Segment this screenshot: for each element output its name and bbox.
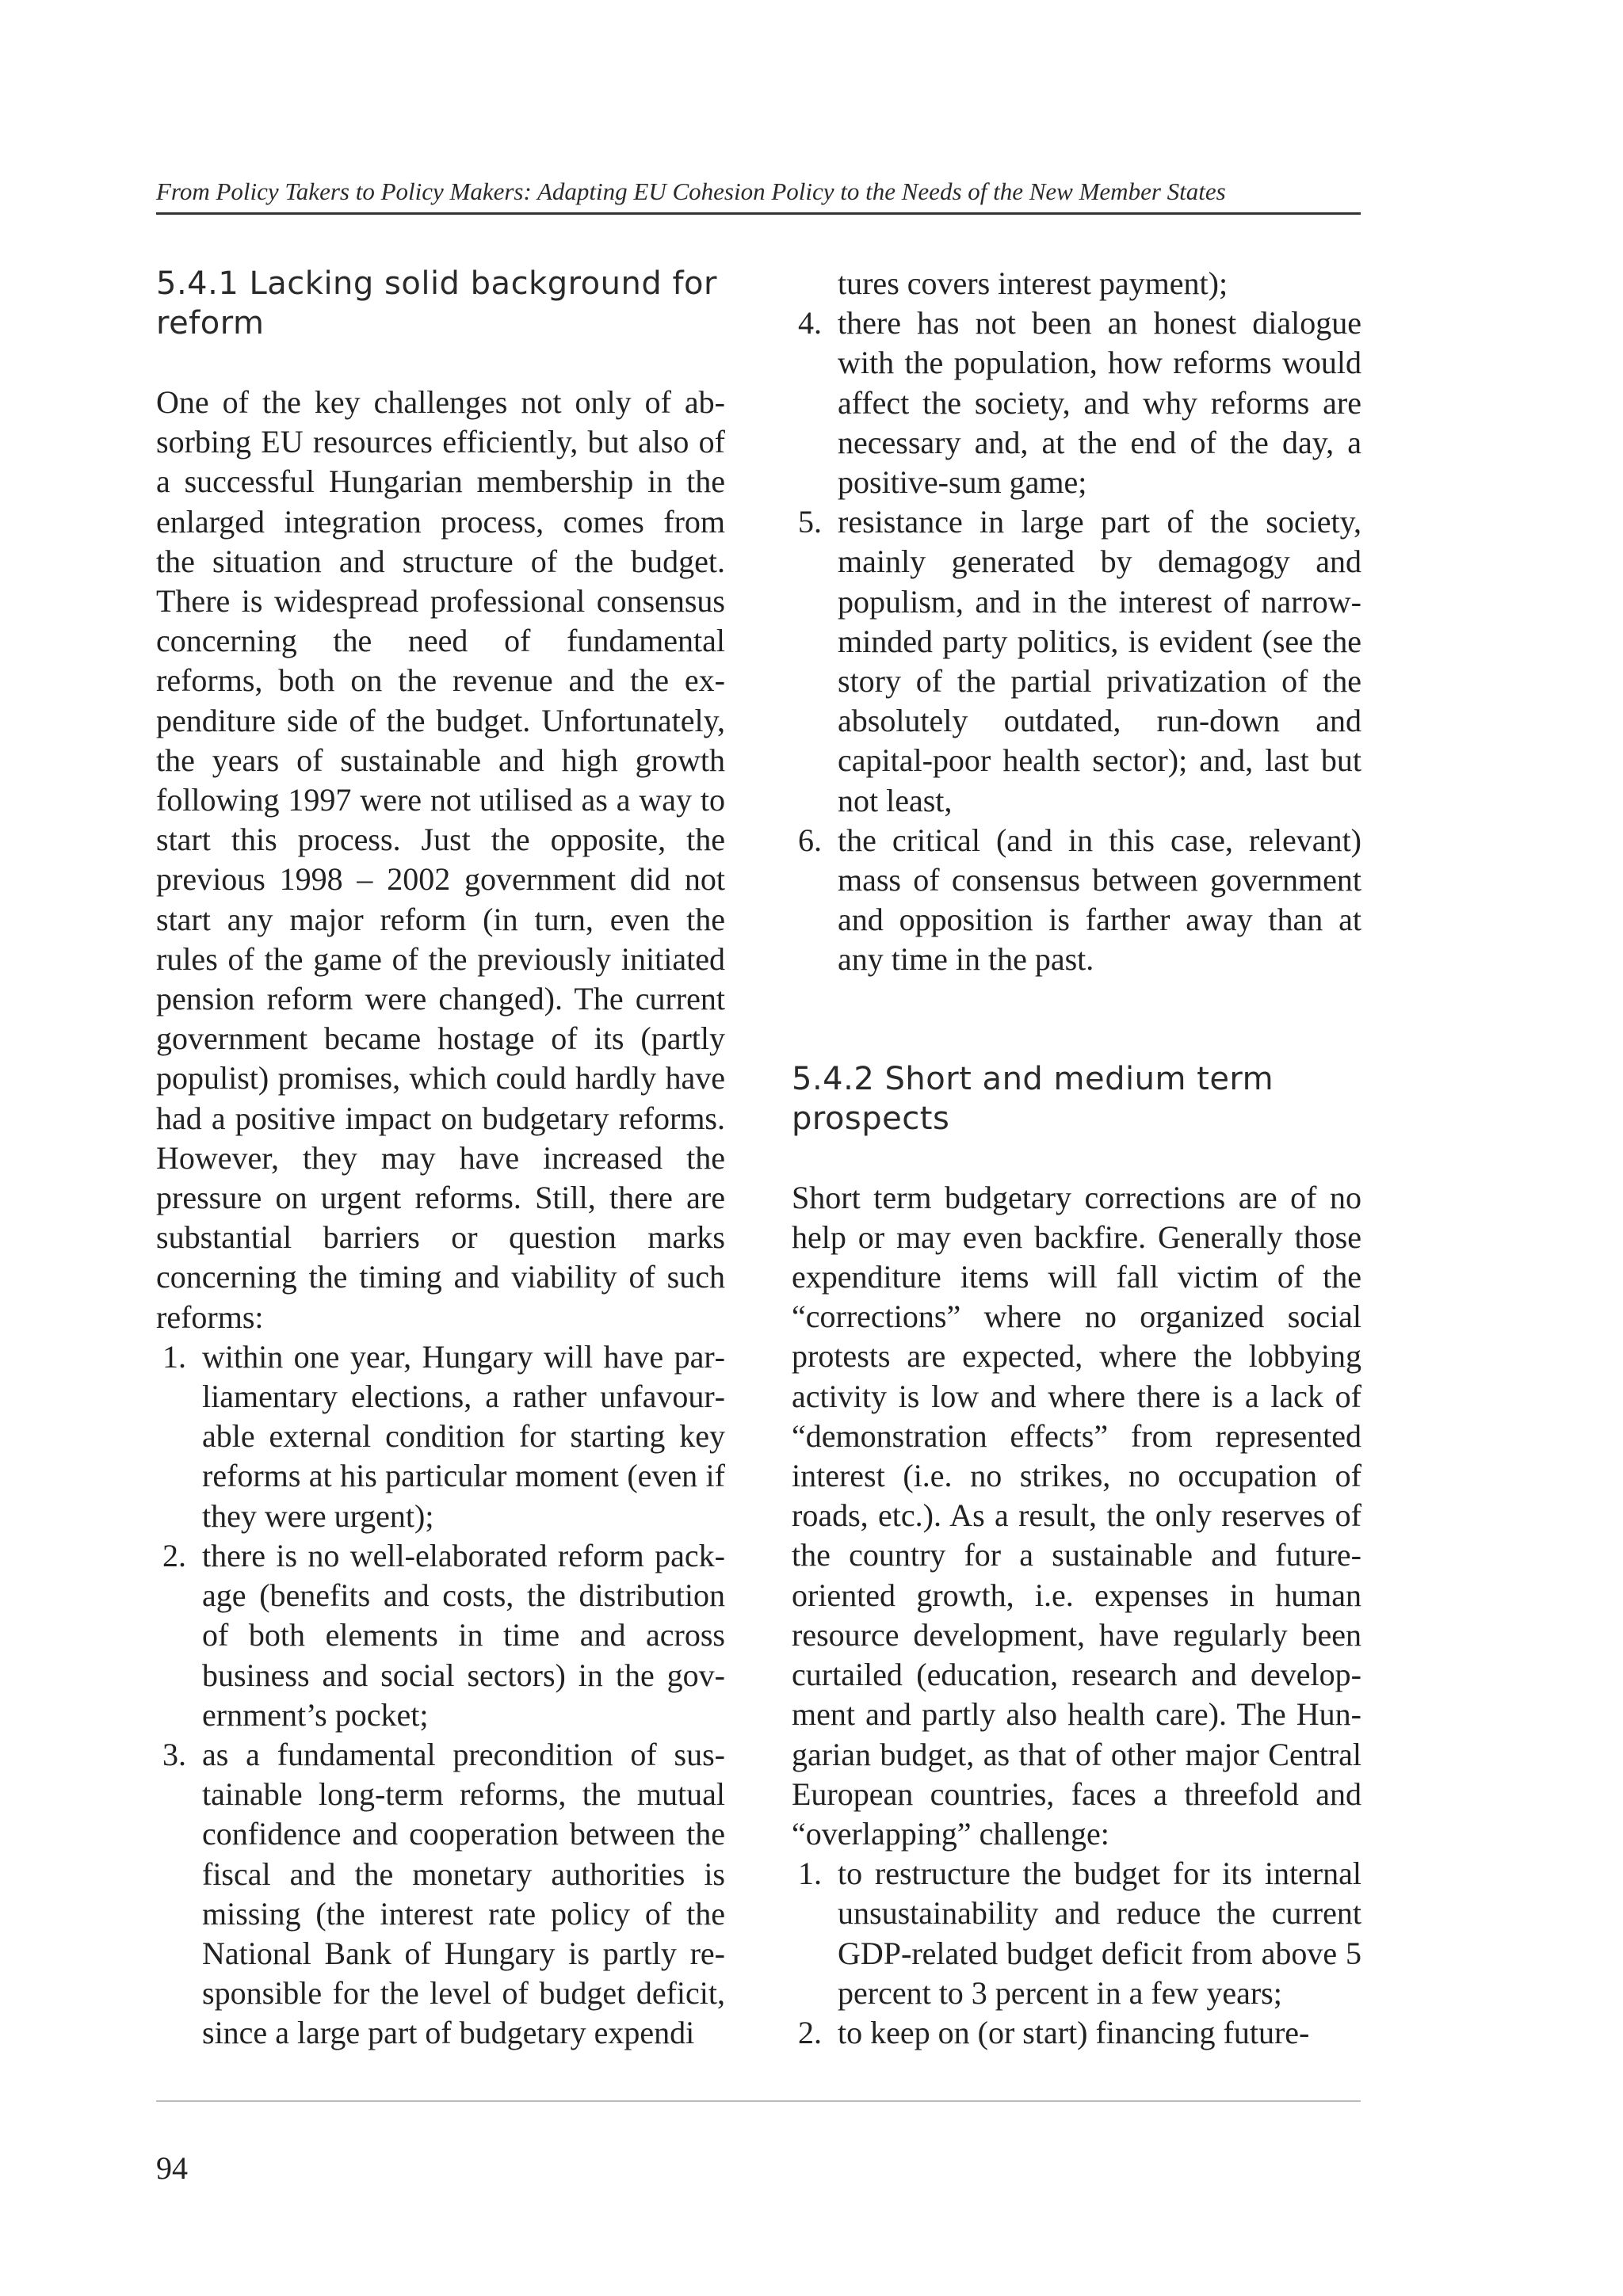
body-paragraph: One of the key challenges not only of absorbing EU resources efficiently, but also of a successful Hungarian membership in the enlarged integration process, comes from the situation and structure of the budget. There is widespread professional consensus concerning the need of fundamental reforms, both on the revenue and the expenditure side of the budget. Unfortunately, the years of sustainable and high growth following 1997 were not utilised as a way to start this process. Just the opposite, the previous 1998 – 2002 government did not start any major reform (in turn, even the rules of the game of the previously initiated pension reform were changed). The current government became hostage of its (partly populist) promises, which could hardly have had a positive impact on budgetary reforms. However, they may have increased the pressure on urgent reforms. Still, there are substantial barriers or question marks concerning the timing and viability of such reforms:	[156, 384, 725, 1335]
list-item-text: as a fundamental precondition of sustainable long-term reforms, the mutual confidence and cooperation between the fiscal and the monetary authorities is missing (the interest rate policy of the National Bank of Hungary is partly responsible for the level of budget deficit, since a large part of budgetary expendi	[202, 1736, 725, 2051]
list-number: 3.	[162, 1736, 186, 1772]
list-number: 4.	[798, 305, 822, 341]
list-number: 1.	[798, 1855, 822, 1892]
header-rule	[156, 212, 1361, 215]
barrier-list-continued	[792, 264, 1361, 980]
list-number: 6.	[798, 822, 822, 858]
list-item-text: within one year, Hungary will have parliamentary elections, a rather unfavourable external condition for starting key reforms at his particular moment (even if they were urgent);	[202, 1338, 725, 1534]
section-heading-5-4-1: 5.4.1 Lacking solid background for reform	[156, 265, 717, 341]
challenge-list	[792, 1854, 1361, 2053]
barrier-list	[156, 1337, 725, 2054]
section-heading-5-4-2: 5.4.2 Short and medium term prospects	[792, 1060, 1274, 1137]
list-number: 5.	[798, 504, 822, 540]
list-item-continuation	[792, 264, 1361, 303]
list-item	[792, 821, 1361, 980]
list-item	[792, 303, 1361, 502]
list-item-text: there is no well-elaborated reform package (benefits and costs, the distribution of both elements in time and across business and social sectors) in the government’s pocket;	[202, 1537, 725, 1733]
list-item-text: tures covers interest payment);	[838, 265, 1228, 301]
list-item-text: the critical (and in this case, relevant) mass of consensus between government and opposition is farther away than at any time in the past.	[838, 822, 1361, 978]
list-item-text: to restructure the budget for its internal unsustainability and reduce the current GDP-related budget deficit from above 5 percent to 3 percent in a few years;	[838, 1855, 1361, 2011]
list-item-text: resistance in large part of the society, mainly generated by demagogy and populism, and in the interest of narrow-minded party politics, is evident (see the story of the partial privatization of the absolutely outdated, run-down and capital-poor health sector); and, last but not least,	[838, 504, 1361, 818]
list-item	[792, 502, 1361, 821]
list-item	[156, 1735, 725, 2054]
left-column	[156, 264, 725, 2054]
list-item	[156, 1337, 725, 1536]
list-number: 2.	[798, 2014, 822, 2050]
list-item-text: to keep on (or start) financing future-	[838, 2014, 1310, 2050]
list-item	[792, 2013, 1361, 2053]
list-item	[156, 1536, 725, 1735]
footer-rule	[156, 2100, 1361, 2102]
list-item	[792, 1854, 1361, 2013]
list-item-text: there has not been an honest dialogue with the population, how reforms would affect the society, and why reforms are necessary and, at the end of the day, a positive-sum game;	[838, 305, 1361, 501]
section-spacer	[792, 980, 1361, 1059]
page-number: 94	[156, 2150, 188, 2186]
list-number: 2.	[162, 1537, 186, 1573]
body-paragraph: Short term budgetary corrections are of no help or may even backfire. Generally those expenditure items will fall victim of the “corrections” where no organized social protests are expected, where the lobbying activity is low and where there is a lack of “demonstration effects” from represented interest (i.e. no strikes, no occupation of roads, etc.). As a result, the only reserves of the country for a sustainable and future-oriented growth, i.e. expenses in human resource development, have regularly been curtailed (education, research and development and partly also health care). The Hungarian budget, as that of other major Central European countries, faces a threefold and “overlapping” challenge:	[792, 1179, 1361, 1852]
right-column	[792, 264, 1361, 2053]
list-number: 1.	[162, 1338, 186, 1375]
running-header: From Policy Takers to Policy Makers: Adapting EU Cohesion Policy to the Needs of the New Member States	[156, 177, 1226, 205]
